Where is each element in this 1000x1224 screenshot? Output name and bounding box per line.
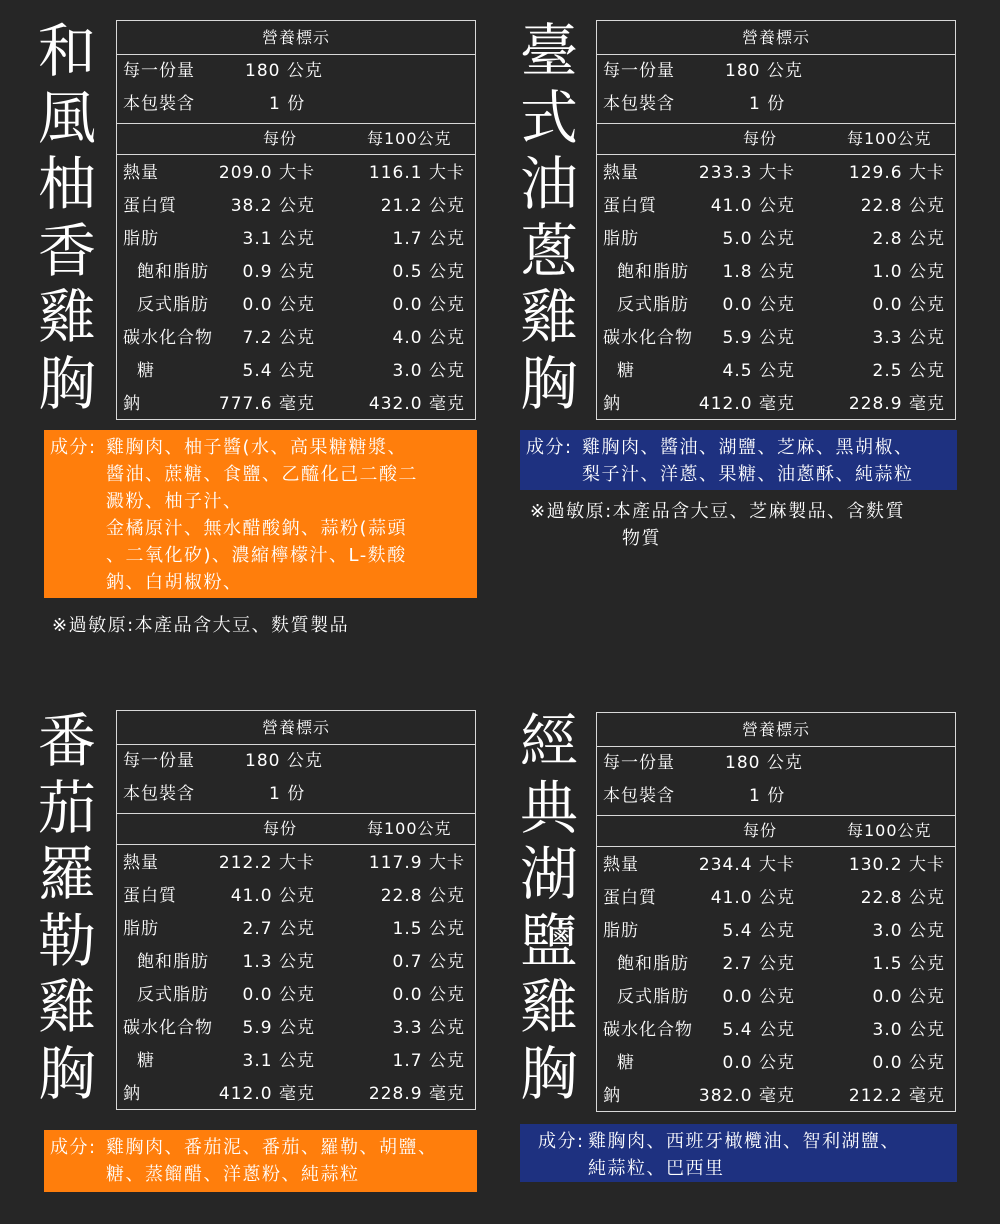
per-serving-value: 382.0 毫克 [698,1086,795,1106]
nutrient-row [597,190,955,223]
per-serving-value: 0.9 公克 [242,262,315,282]
nutrient-row [117,1078,475,1111]
nutrient-name: 蛋白質 [603,888,657,908]
serving-label: 每一份量 [123,751,195,771]
nutrient-name: 脂肪 [603,921,639,941]
nutrient-row [597,223,955,256]
nutrient-name: 蛋白質 [603,196,657,216]
nutrient-name: 熱量 [123,163,159,183]
per-serving-value: 3.1 公克 [242,1051,315,1071]
serving-row [597,55,955,88]
nutrient-row [597,849,955,882]
per-serving-value: 41.0 公克 [710,888,795,908]
pack-row [117,88,475,121]
per-100-value: 21.2 公克 [380,196,465,216]
pack-value: 1 份 [749,94,786,114]
per-serving-value: 3.1 公克 [242,229,315,249]
ingredients-line: 金橘原汁、無水醋酸鈉、蒜粉(蒜頭 [106,518,408,539]
product-title [514,708,584,1107]
per-serving-value: 4.5 公克 [722,361,795,381]
nutrient-row [597,981,955,1014]
pack-row [117,778,475,811]
allergy-line: ※過敏原:本產品含大豆、芝麻製品、含麩質 [530,501,906,522]
nutrient-row [117,289,475,322]
nutrient-name: 碳水化合物 [603,328,693,348]
nutrient-name: 飽和脂肪 [137,952,209,972]
ingredients-panel [44,1130,477,1192]
ingredients-label: 成分: [526,437,573,458]
serving-label: 每一份量 [123,61,195,81]
per-serving-value: 1.8 公克 [722,262,795,282]
ingredients-line: 雞胸肉、醬油、湖鹽、芝麻、黑胡椒、 [582,437,914,458]
nutrient-row [117,223,475,256]
nutrient-row [597,355,955,388]
per-serving-value: 0.0 公克 [722,295,795,315]
per-serving-value: 5.0 公克 [722,229,795,249]
nutrient-name: 糖 [137,361,155,381]
per-serving-value: 7.2 公克 [242,328,315,348]
title-char: 番 [37,707,96,775]
per-serving-value: 2.7 公克 [242,919,315,939]
nutrient-name: 鈉 [603,1086,621,1106]
nutrient-row [597,915,955,948]
serving-row [117,745,475,778]
nutrient-row [597,882,955,915]
serving-value: 180 公克 [725,61,803,81]
title-char: 雞 [519,973,578,1041]
per-100-value: 3.0 公克 [872,921,945,941]
per-serving-value: 41.0 公克 [710,196,795,216]
nutrient-name: 脂肪 [123,919,159,939]
ingredients-text [106,434,471,596]
pack-row [597,88,955,121]
title-char: 羅 [37,840,96,908]
col-per-100: 每100公克 [847,821,932,840]
title-char: 胸 [37,1039,96,1108]
per-100-value: 0.0 公克 [872,295,945,315]
title-char: 鹽 [519,906,578,975]
nutrient-row [117,913,475,946]
per-100-value: 0.7 公克 [392,952,465,972]
per-100-value: 0.0 公克 [872,987,945,1007]
per-100-value: 3.0 公克 [872,1020,945,1040]
nutrient-name: 糖 [617,1053,635,1073]
title-char: 風 [37,83,96,152]
nutrient-row [117,1012,475,1045]
per-serving-value: 5.9 公克 [722,328,795,348]
per-serving-value: 212.2 大卡 [218,853,315,873]
nutrient-row [117,190,475,223]
ingredients-line: 、二氧化矽)、濃縮檸檬汁、L-麩酸 [106,545,407,566]
nutrient-row [597,388,955,421]
nutrient-row [117,322,475,355]
per-100-value: 3.3 公克 [872,328,945,348]
nutrient-name: 鈉 [603,394,621,414]
per-serving-value: 41.0 公克 [230,886,315,906]
title-char: 湖 [519,840,578,908]
per-100-value: 129.6 大卡 [848,163,945,183]
nutrition-table [596,20,956,420]
nutrient-name: 熱量 [603,855,639,875]
nutrient-row [597,1014,955,1047]
nutrient-rows [597,155,955,421]
nutrient-row [597,256,955,289]
column-headers [117,124,475,155]
table-header: 營養標示 [597,713,955,747]
nutrient-name: 飽和脂肪 [617,954,689,974]
per-serving-value: 38.2 公克 [230,196,315,216]
pack-label: 本包裝含 [123,784,195,804]
nutrient-name: 反式脂肪 [137,295,209,315]
column-headers [597,816,955,847]
ingredients-line: 梨子汁、洋蔥、果糖、油蔥酥、純蒜粒 [582,464,914,485]
table-header: 營養標示 [117,21,475,55]
pack-value: 1 份 [269,784,306,804]
ingredients-text [582,434,951,488]
title-char: 臺 [519,17,578,85]
ingredients-line: 純蒜粒、巴西里 [588,1158,725,1179]
nutrient-name: 糖 [137,1051,155,1071]
title-char: 雞 [37,973,96,1041]
nutrient-row [117,880,475,913]
nutrient-name: 鈉 [123,394,141,414]
per-serving-value: 2.7 公克 [722,954,795,974]
nutrient-name: 碳水化合物 [123,1018,213,1038]
ingredients-line: 雞胸肉、番茄泥、番茄、羅勒、胡鹽、 [106,1137,438,1158]
ingredients-panel [44,430,477,598]
per-serving-value: 5.4 公克 [242,361,315,381]
per-100-value: 228.9 毫克 [368,1084,465,1104]
per-100-value: 0.0 公克 [392,985,465,1005]
pack-label: 本包裝含 [123,94,195,114]
title-char: 茄 [37,773,96,842]
pack-value: 1 份 [749,786,786,806]
nutrient-name: 蛋白質 [123,196,177,216]
per-serving-value: 777.6 毫克 [218,394,315,414]
title-char: 胸 [519,349,578,418]
title-char: 柚 [37,150,96,218]
ingredients-text [106,1134,471,1188]
nutrient-name: 碳水化合物 [123,328,213,348]
column-headers [117,814,475,845]
nutrition-table [116,710,476,1110]
per-100-value: 4.0 公克 [392,328,465,348]
per-serving-value: 0.0 公克 [722,987,795,1007]
per-100-value: 1.7 公克 [392,1051,465,1071]
per-serving-value: 5.4 公克 [722,1020,795,1040]
serving-value: 180 公克 [725,753,803,773]
title-char: 式 [519,83,578,152]
nutrient-row [597,322,955,355]
title-char: 香 [37,216,96,285]
per-100-value: 116.1 大卡 [368,163,465,183]
title-char: 蔥 [519,216,578,285]
serving-label: 每一份量 [603,61,675,81]
ingredients-line: 雞胸肉、西班牙橄欖油、智利湖鹽、 [588,1131,900,1152]
nutrition-table [116,20,476,420]
ingredients-label: 成分: [50,1137,97,1158]
nutrient-rows [597,847,955,1113]
per-serving-value: 0.0 公克 [242,985,315,1005]
per-serving-value: 0.0 公克 [722,1053,795,1073]
ingredients-line: 鈉、白胡椒粉、 [106,572,243,593]
nutrient-name: 飽和脂肪 [617,262,689,282]
title-char: 經 [519,707,578,775]
nutrient-row [117,1045,475,1078]
nutrient-name: 脂肪 [603,229,639,249]
nutrient-name: 熱量 [123,853,159,873]
per-100-value: 0.0 公克 [872,1053,945,1073]
per-serving-value: 412.0 毫克 [218,1084,315,1104]
per-serving-value: 234.4 大卡 [698,855,795,875]
per-100-value: 1.5 公克 [872,954,945,974]
allergy-note: ※過敏原:本產品含大豆、麩質製品 [52,615,350,636]
nutrient-row [597,289,955,322]
title-char: 典 [519,773,578,842]
nutrient-name: 反式脂肪 [617,295,689,315]
col-per-serving: 每份 [263,819,298,838]
table-header: 營養標示 [597,21,955,55]
per-100-value: 0.0 公克 [392,295,465,315]
nutrient-row [597,1080,955,1113]
nutrient-row [117,256,475,289]
ingredients-line: 澱粉、柚子汁、 [106,491,243,512]
per-100-value: 22.8 公克 [380,886,465,906]
per-100-value: 1.5 公克 [392,919,465,939]
per-100-value: 0.5 公克 [392,262,465,282]
ingredients-label: 成分: [50,437,97,458]
title-char: 油 [519,150,578,218]
title-char: 勒 [37,906,96,975]
product-title [32,18,102,417]
nutrient-row [117,355,475,388]
ingredients-line: 雞胸肉、柚子醬(水、高果糖糖漿、 [106,437,408,458]
col-per-serving: 每份 [743,821,778,840]
per-100-value: 2.8 公克 [872,229,945,249]
col-per-100: 每100公克 [847,129,932,148]
nutrient-name: 反式脂肪 [617,987,689,1007]
nutrient-row [117,979,475,1012]
per-serving-value: 412.0 毫克 [698,394,795,414]
nutrient-row [597,948,955,981]
nutrient-row [117,157,475,190]
title-char: 雞 [519,283,578,351]
per-100-value: 22.8 公克 [860,196,945,216]
serving-value: 180 公克 [245,751,323,771]
pack-row [597,780,955,813]
nutrient-name: 糖 [617,361,635,381]
nutrient-row [597,157,955,190]
title-char: 和 [37,17,96,85]
per-100-value: 3.0 公克 [392,361,465,381]
nutrient-name: 脂肪 [123,229,159,249]
nutrient-name: 熱量 [603,163,639,183]
column-headers [597,124,955,155]
col-per-serving: 每份 [743,129,778,148]
title-char: 胸 [519,1039,578,1108]
per-100-value: 3.3 公克 [392,1018,465,1038]
per-100-value: 228.9 毫克 [848,394,945,414]
nutrient-row [117,388,475,421]
pack-label: 本包裝含 [603,94,675,114]
title-char: 雞 [37,283,96,351]
product-title [514,18,584,417]
per-100-value: 130.2 大卡 [848,855,945,875]
per-100-value: 1.7 公克 [392,229,465,249]
ingredients-line: 醬油、蔗糖、食鹽、乙醯化己二酸二 [106,464,418,485]
ingredients-panel [520,430,957,490]
per-serving-value: 0.0 公克 [242,295,315,315]
nutrient-name: 鈉 [123,1084,141,1104]
ingredients-line: 糖、蒸餾醋、洋蔥粉、純蒜粒 [106,1164,360,1185]
allergy-line: 物質 [622,528,661,549]
pack-value: 1 份 [269,94,306,114]
col-per-100: 每100公克 [367,819,452,838]
per-100-value: 117.9 大卡 [368,853,465,873]
nutrient-name: 蛋白質 [123,886,177,906]
nutrient-rows [117,155,475,421]
per-serving-value: 5.9 公克 [242,1018,315,1038]
nutrient-name: 碳水化合物 [603,1020,693,1040]
serving-row [597,747,955,780]
nutrient-name: 飽和脂肪 [137,262,209,282]
per-serving-value: 233.3 大卡 [698,163,795,183]
nutrient-rows [117,845,475,1111]
col-per-100: 每100公克 [367,129,452,148]
per-100-value: 212.2 毫克 [848,1086,945,1106]
nutrient-row [597,1047,955,1080]
col-per-serving: 每份 [263,129,298,148]
per-serving-value: 5.4 公克 [722,921,795,941]
allergy-note [530,498,905,552]
serving-value: 180 公克 [245,61,323,81]
nutrient-name: 反式脂肪 [137,985,209,1005]
per-serving-value: 209.0 大卡 [218,163,315,183]
serving-row [117,55,475,88]
nutrient-row [117,946,475,979]
per-100-value: 432.0 毫克 [368,394,465,414]
ingredients-text [588,1128,951,1182]
nutrient-row [117,847,475,880]
per-100-value: 22.8 公克 [860,888,945,908]
table-header: 營養標示 [117,711,475,745]
per-100-value: 2.5 公克 [872,361,945,381]
serving-label: 每一份量 [603,753,675,773]
ingredients-panel [520,1124,957,1182]
ingredients-label: 成分: [538,1131,585,1152]
title-char: 胸 [37,349,96,418]
pack-label: 本包裝含 [603,786,675,806]
per-100-value: 1.0 公克 [872,262,945,282]
product-title [32,708,102,1107]
per-serving-value: 1.3 公克 [242,952,315,972]
nutrition-table [596,712,956,1112]
